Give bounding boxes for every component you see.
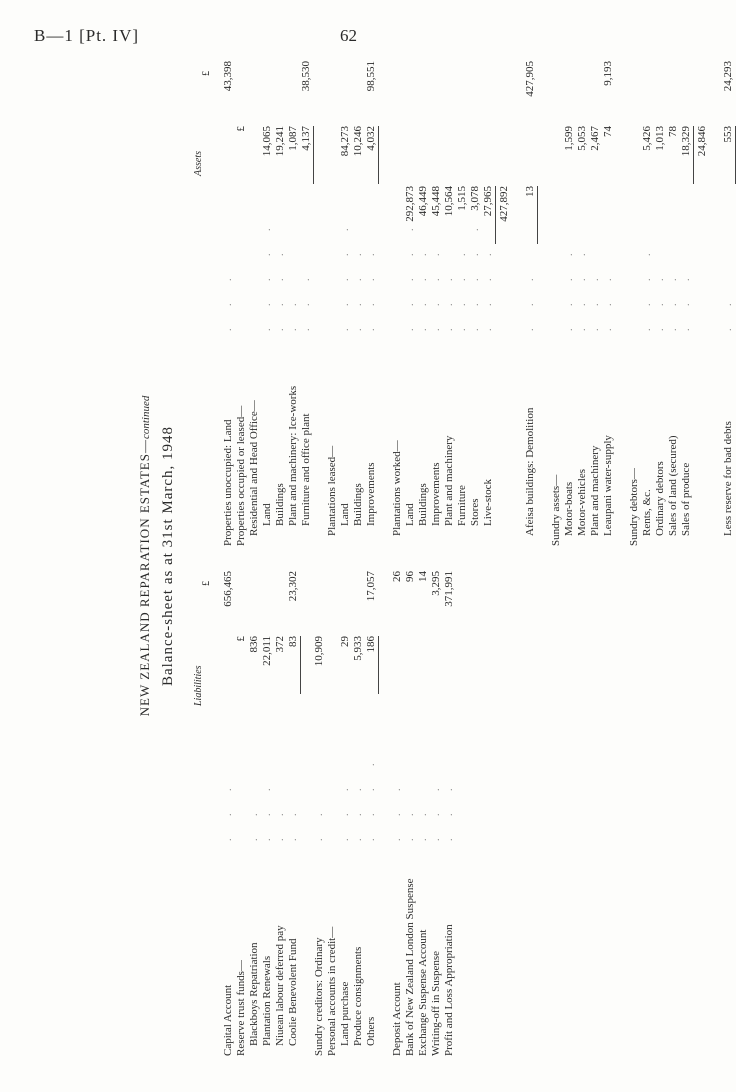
assets-row <box>498 56 511 546</box>
liabilities-row-label: Niuean labour deferred pay <box>274 925 286 1046</box>
assets-row <box>722 56 735 546</box>
assets-row-label: Rents, &c. <box>641 489 653 536</box>
assets-row <box>589 56 602 546</box>
liabilities-row-leader-dots: . . <box>418 803 429 841</box>
assets-row-label: Sundry debtors— <box>628 468 640 546</box>
assets-row-leader-dots: . . . . . <box>470 218 481 331</box>
liabilities-row <box>274 566 287 1056</box>
assets-row-value-3: 43,398 <box>222 61 234 92</box>
assets-row-value-1: 427,892 <box>498 186 510 222</box>
liabilities-row-label: Sundry creditors: Ordinary <box>313 937 325 1056</box>
liabilities-row-label: Plantation Renewals <box>261 955 273 1046</box>
assets-row-value-2: 24,846 <box>696 126 708 157</box>
liabilities-row-value-2: 22,011 <box>261 636 273 666</box>
assets-row <box>469 56 482 546</box>
assets-row-label: Sundry assets— <box>550 474 562 546</box>
assets-row-leader-dots: . . . . <box>366 243 377 331</box>
liabilities-row-label: Bank of New Zealand London Suspense <box>404 878 416 1056</box>
assets-row-value-2: 2,467 <box>589 126 601 151</box>
liabilities-row <box>417 566 430 1056</box>
liabilities-row-label: Land purchase <box>339 981 351 1046</box>
assets-row-leader-dots: . . . . <box>431 243 442 331</box>
liabilities-row-leader-dots: . . <box>275 803 286 841</box>
liabilities-row-value-3: 371,991 <box>443 571 455 607</box>
assets-row-leader-dots: . . . . . <box>405 218 416 331</box>
liabilities-row-leader-dots: . . <box>249 803 260 841</box>
assets-row-leader-dots: . . . <box>301 268 312 331</box>
assets-row-leader-dots: . . <box>288 293 299 331</box>
liabilities-row-value-2: 836 <box>248 636 260 653</box>
assets-row <box>404 56 417 546</box>
assets-row <box>456 56 469 546</box>
assets-row-label: Plantations leased— <box>326 445 338 536</box>
assets-row-value-2: 1,599 <box>563 126 575 151</box>
assets-row <box>628 56 641 546</box>
subtotal-rule <box>378 126 379 184</box>
assets-row-leader-dots: . . . <box>655 268 666 331</box>
assets-row-value-2: 4,137 <box>300 126 312 151</box>
assets-row-leader-dots: . . <box>723 293 734 331</box>
assets-row <box>576 56 589 546</box>
assets-row-leader-dots: . . . <box>681 268 692 331</box>
assets-row <box>300 56 313 546</box>
assets-row-leader-dots: . . . . <box>457 243 468 331</box>
liabilities-row <box>404 566 417 1056</box>
sheet-subtitle: Balance-sheet as at 31st March, 1948 <box>160 425 176 687</box>
assets-row-label: Leaupani water-supply <box>602 435 614 536</box>
assets-row <box>339 56 352 546</box>
liabilities-row-value-2: 186 <box>365 636 377 653</box>
subtotal-rule <box>693 126 694 184</box>
assets-row-label: Ordinary debtors <box>654 461 666 536</box>
assets-row-value-2: 14,065 <box>261 126 273 157</box>
liabilities-row-leader-dots: . . . <box>223 778 234 841</box>
assets-row-label: Land <box>261 503 273 526</box>
balance-sheet <box>82 56 734 1056</box>
assets-row-label: Land <box>339 503 351 526</box>
assets-row-label: Improvements <box>430 462 442 526</box>
assets-row-value-3: 24,293 <box>722 61 734 92</box>
liabilities-row <box>261 566 274 1056</box>
liabilities-row-label: Writing-off in Suspense <box>430 950 442 1056</box>
liabilities-row-value-3: 656,465 <box>222 571 234 607</box>
liabilities-row <box>235 566 248 1056</box>
assets-row <box>524 56 537 546</box>
assets-row-value-2: 74 <box>602 126 614 137</box>
assets-row-value-1: 292,873 <box>404 186 416 222</box>
assets-row <box>287 56 300 546</box>
liabilities-row-leader-dots: . . <box>405 803 416 841</box>
assets-row-value-1: 3,078 <box>469 186 481 211</box>
assets-row <box>667 56 680 546</box>
assets-row <box>248 56 261 546</box>
liabilities-row-value-3: 26 <box>391 571 403 582</box>
assets-row-label: Plant and machinery <box>589 445 601 536</box>
liabilities-row-leader-dots: . . <box>314 803 325 841</box>
assets-row <box>696 56 709 546</box>
assets-heading: Assets <box>193 151 204 176</box>
liabilities-row-leader-dots: . . . <box>340 778 351 841</box>
assets-row-leader-dots: . . . <box>444 268 455 331</box>
assets-row-leader-dots: . . . <box>590 268 601 331</box>
assets-row-label: Live-stock <box>482 478 494 526</box>
liabilities-row-leader-dots: . . . <box>353 778 364 841</box>
sheet-title-main: NEW ZEALAND REPARATION ESTATES— <box>137 439 152 717</box>
assets-row-label: Afeisa buildings: Demolition <box>524 407 536 536</box>
assets-row-leader-dots: . . . . <box>642 243 653 331</box>
assets-row-value-2: 553 <box>722 126 734 143</box>
assets-row-leader-dots: . . . <box>525 268 536 331</box>
liabilities-row-value-2: 29 <box>339 636 351 647</box>
sheet-title <box>138 56 153 1056</box>
assets-row-label: Properties occupied or leased— <box>235 405 247 546</box>
assets-row-label: Plant and machinery <box>443 435 455 526</box>
assets-row-label: Buildings <box>274 483 286 526</box>
liabilities-row <box>287 566 300 1056</box>
assets-row-value-2: 4,032 <box>365 126 377 151</box>
assets-row <box>352 56 365 546</box>
liabilities-row-label: Others <box>365 1016 377 1046</box>
assets-row <box>261 56 274 546</box>
assets-row-label: Stores <box>469 498 481 526</box>
liabilities-row-label: Coolie Benevolent Fund <box>287 938 299 1046</box>
liabilities-row-label: Profit and Loss Appropriation <box>443 924 455 1056</box>
assets-row-value-2: 84,273 <box>339 126 351 157</box>
assets-row-leader-dots: . . . <box>223 268 234 331</box>
liabilities-row-label: Exchange Suspense Account <box>417 929 429 1056</box>
liabilities-row-currency-head: £ <box>235 636 247 642</box>
assets-row <box>391 56 404 546</box>
subtotal-rule <box>495 186 496 244</box>
page-header <box>34 26 674 50</box>
liabilities-row-label: Personal accounts in credit— <box>326 926 338 1056</box>
assets-row <box>235 56 248 546</box>
liabilities-row <box>222 566 235 1056</box>
assets-row-leader-dots: . . . . <box>275 243 286 331</box>
assets-row-label: Sales of produce <box>680 462 692 536</box>
assets-row-value-3: 98,551 <box>365 61 377 92</box>
assets-row <box>443 56 456 546</box>
liabilities-currency-symbol: £ <box>201 581 212 586</box>
liabilities-row-value-2: 83 <box>287 636 299 647</box>
assets-row-label: Buildings <box>417 483 429 526</box>
assets-row-label: Furniture <box>456 485 468 526</box>
assets-row <box>550 56 563 546</box>
assets-row-label: Properties unoccupied: Land <box>222 419 234 546</box>
assets-row-value-2: 1,013 <box>654 126 666 151</box>
assets-row <box>326 56 339 546</box>
assets-row <box>654 56 667 546</box>
liabilities-row <box>313 566 326 1056</box>
assets-row-leader-dots: . . . . <box>564 243 575 331</box>
subtotal-rule <box>313 126 314 184</box>
liabilities-row <box>248 566 261 1056</box>
assets-row-leader-dots: . . . . . <box>340 218 351 331</box>
subtotal-rule <box>537 186 538 244</box>
liabilities-row-value-3: 14 <box>417 571 429 582</box>
assets-row-leader-dots: . . . <box>668 268 679 331</box>
assets-row-value-1: 27,965 <box>482 186 494 217</box>
assets-row-value-2: 10,246 <box>352 126 364 157</box>
assets-row <box>482 56 495 546</box>
assets-row-value-1: 45,448 <box>430 186 442 217</box>
assets-row-value-3: 9,193 <box>602 61 614 86</box>
assets-row-leader-dots: . . . . <box>418 243 429 331</box>
assets-row-label: Land <box>404 503 416 526</box>
liabilities-row <box>352 566 365 1056</box>
assets-row <box>602 56 615 546</box>
document-reference: B—1 [Pt. IV] <box>34 26 140 45</box>
liabilities-row <box>430 566 443 1056</box>
liabilities-row-label: Blackboys Repatriation <box>248 942 260 1046</box>
liabilities-heading: Liabilities <box>193 665 204 706</box>
assets-row-label: Plantations worked— <box>391 440 403 536</box>
assets-row-label: Buildings <box>352 483 364 526</box>
assets-row-label: Improvements <box>365 462 377 526</box>
assets-row-value-3: 38,530 <box>300 61 312 92</box>
liabilities-row-leader-dots: . . . <box>392 778 403 841</box>
liabilities-row-leader-dots: . . . <box>444 778 455 841</box>
liabilities-row <box>365 566 378 1056</box>
liabilities-row-label: Reserve trust funds— <box>235 960 247 1056</box>
assets-row-label: Motor-boats <box>563 481 575 536</box>
liabilities-row <box>326 566 339 1056</box>
liabilities-row-leader-dots: . . . <box>262 778 273 841</box>
assets-row-value-1: 1,515 <box>456 186 468 211</box>
subtotal-rule <box>378 636 379 694</box>
assets-row-value-1: 10,564 <box>443 186 455 217</box>
assets-currency-symbol: £ <box>201 71 212 76</box>
assets-row-value-3: 427,905 <box>524 61 536 97</box>
assets-row <box>417 56 430 546</box>
assets-row-label: Motor-vehicles <box>576 469 588 536</box>
assets-row <box>680 56 693 546</box>
liabilities-row-leader-dots: . . . <box>431 778 442 841</box>
sheet-title-continued: continued <box>140 395 152 440</box>
liabilities-row <box>443 566 456 1056</box>
assets-row <box>641 56 654 546</box>
assets-row-leader-dots: . . . . <box>483 243 494 331</box>
assets-row-value-1: 13 <box>524 186 536 197</box>
liabilities-row-value-2: 5,933 <box>352 636 364 661</box>
assets-row-value-2: 18,329 <box>680 126 692 157</box>
liabilities-row-leader-dots: . . <box>288 803 299 841</box>
assets-row <box>365 56 378 546</box>
subtotal-rule <box>300 636 301 694</box>
assets-row-currency-head: £ <box>235 126 247 132</box>
liabilities-row <box>391 566 404 1056</box>
page-number: 62 <box>340 26 357 45</box>
assets-row-label: Furniture and office plant <box>300 413 312 526</box>
liabilities-row-value-3: 17,057 <box>365 571 377 602</box>
assets-row-value-1: 46,449 <box>417 186 429 217</box>
assets-row-label: Plant and machinery: Ice-works <box>287 385 299 526</box>
liabilities-row-leader-dots: . . . . <box>366 753 377 841</box>
assets-row-leader-dots: . . . . . <box>262 218 273 331</box>
assets-row-label: Less reserve for bad debts <box>722 421 734 536</box>
assets-row-leader-dots: . . . . <box>577 243 588 331</box>
assets-row <box>563 56 576 546</box>
assets-row <box>430 56 443 546</box>
liabilities-row-value-2: 372 <box>274 636 286 653</box>
assets-row-value-2: 1,087 <box>287 126 299 151</box>
liabilities-row-value-3: 3,295 <box>430 571 442 596</box>
assets-row-value-2: 78 <box>667 126 679 137</box>
liabilities-row-label: Capital Account <box>222 984 234 1056</box>
assets-row-leader-dots: . . . <box>603 268 614 331</box>
liabilities-row <box>339 566 352 1056</box>
assets-row-leader-dots: . . . . <box>353 243 364 331</box>
assets-row-value-2: 5,426 <box>641 126 653 151</box>
liabilities-row-label: Deposit Account <box>391 982 403 1056</box>
assets-row-value-2: 5,053 <box>576 126 588 151</box>
assets-row-value-2: 19,241 <box>274 126 286 157</box>
assets-row-label: Sales of land (secured) <box>667 435 679 536</box>
liabilities-row-value-3: 96 <box>404 571 416 582</box>
liabilities-row-value-2: 10,909 <box>313 636 325 667</box>
liabilities-row-label: Produce consignments <box>352 946 364 1046</box>
liabilities-row-value-3: 23,302 <box>287 571 299 602</box>
assets-row <box>274 56 287 546</box>
assets-row <box>222 56 235 546</box>
assets-row-label: Residential and Head Office— <box>248 400 260 536</box>
